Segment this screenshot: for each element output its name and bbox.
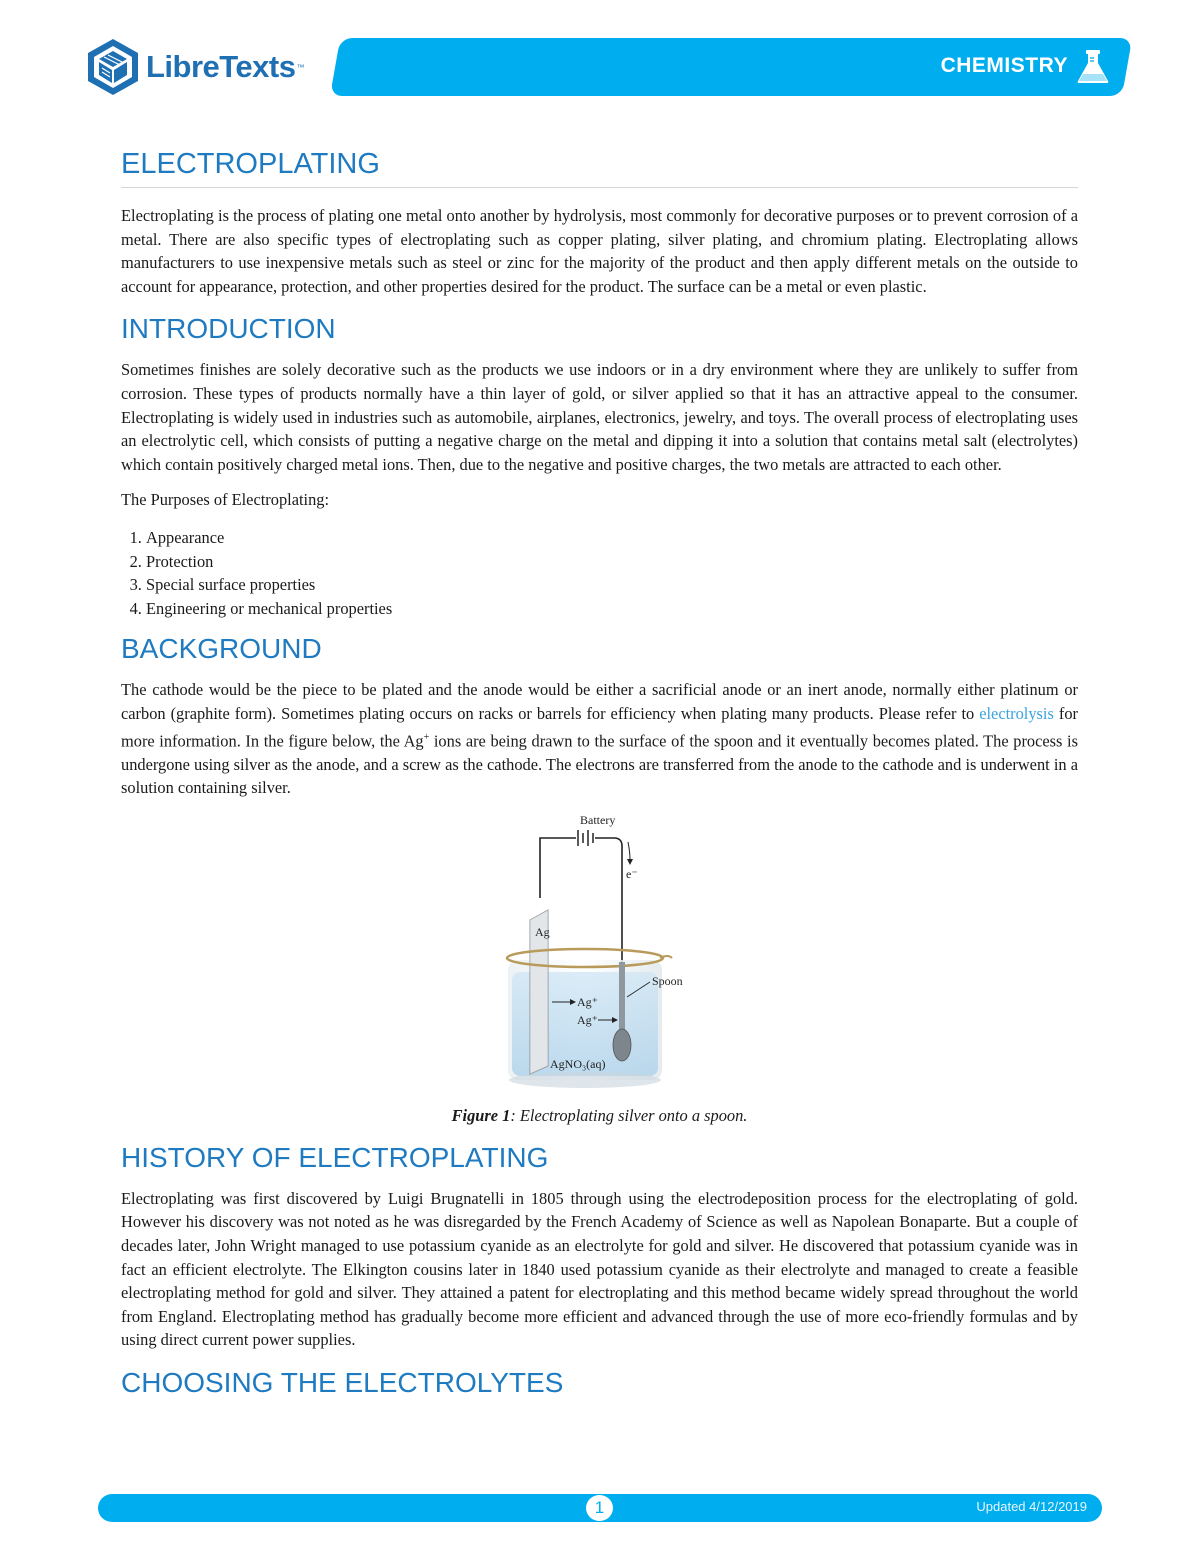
purposes-list — [121, 526, 1078, 620]
libretexts-cube-icon — [86, 37, 140, 97]
logo-trademark: ™ — [296, 62, 305, 72]
spoon-icon — [613, 1029, 631, 1061]
introduction-heading: INTRODUCTION — [121, 313, 336, 345]
ion-label-1: Ag⁺ — [576, 994, 598, 1009]
background-paragraph — [121, 678, 1078, 799]
history-heading: HISTORY OF ELECTROPLATING — [121, 1141, 549, 1173]
page-number: 1 — [586, 1495, 613, 1521]
figure-caption — [121, 1104, 1078, 1127]
history-paragraph: Electroplating was first discovered by Luigi Brugnatelli in 1805 through using the electrodeposition process for the electroplating of gold. However his discovery was not noted as he was disregarded by the French Academy of Science as well as Napolean Bonaparte. But a couple of decades later, John Wright managed to use potassium cyanide as an electrolyte for gold and silver. He discovered that potassium cyanide was in fact an efficient electrolyte. The Elkington cousins later in 1840 used potassium cyanide as their electrolyte and managed to create a feasible electroplating method for gold and silver. They attained a patent for electroplating and this method became widely spread throughout the world from England. Electroplating method has gradually become more efficient and advanced through the use of more eco-friendly formulas and by using direct current power supplies. — [121, 1188, 1078, 1350]
electroplating-diagram — [490, 812, 710, 1094]
logo-text: LibreTexts — [146, 49, 296, 84]
battery-label: Battery — [579, 812, 615, 827]
electron-label: e⁻ — [625, 866, 638, 881]
article-body — [121, 146, 1078, 1412]
list-item: 1. Appearance — [146, 526, 1078, 550]
page-title: ELECTROPLATING — [121, 146, 1078, 188]
electroplating-figure — [121, 812, 1078, 1094]
libretexts-logo[interactable] — [86, 36, 304, 98]
background-text-1: The cathode would be the piece to be plated and the anode would be either a sacrificial anode or an inert anode, normally either platinum or carbon (graphite form). Sometimes plating occurs on racks or barrels for efficiency when plating many products. Please refer to — [121, 680, 1078, 723]
spoon-label: Spoon — [651, 973, 683, 988]
ion-charge-superscript: + — [423, 731, 430, 743]
purposes-label: The Purposes of Electroplating: — [121, 490, 330, 510]
list-item: 3. Special surface properties — [146, 573, 1078, 597]
figure-caption-label: Figure 1 — [451, 1105, 511, 1125]
updated-date: Updated 4/12/2019 — [976, 1499, 1087, 1514]
solution-label: AgNO₃(aq) — [549, 1056, 605, 1071]
ion-label-2: Ag⁺ — [576, 1012, 598, 1027]
list-item: 2. Protection — [146, 550, 1078, 574]
flask-icon — [1076, 48, 1110, 84]
figure-caption-text: : Electroplating silver onto a spoon. — [510, 1105, 748, 1125]
page-header — [0, 0, 1200, 110]
background-text-2: for more information. In the figure below, the Ag — [121, 703, 1078, 750]
introduction-paragraph: Sometimes finishes are solely decorative such as the products we use indoors or in a dry environment where they are unlikely to suffer from corrosion. These types of products normally have a thin layer of gold, or silver applied so that it has an attractive appeal to the consumer. Electroplating is widely used in industries such as automobile, airplanes, electronics, jewelry, and toys. The overall process of electroplating uses an electrolytic cell, which consists of putting a negative charge on the metal and dipping it into a solution that contains metal salt (electrolytes) which contain positively charged metal ions. Then, due to the negative and positive charges, the two metals are attracted to each other. — [121, 360, 1078, 474]
background-text-3: ions are being drawn to the surface of the spoon and it eventually becomes plated. The process is undergone using silver as the anode, and a screw as the cathode. The electrons are transferred from the anode to the cathode and is underwent in a solution containing silver. — [121, 730, 1078, 798]
electrolysis-link[interactable]: electrolysis — [979, 703, 1054, 723]
background-heading: BACKGROUND — [121, 633, 322, 665]
subject-label: CHEMISTRY — [940, 54, 1068, 77]
spoon-handle — [619, 962, 625, 1032]
electrolytes-heading: CHOOSING THE ELECTROLYTES — [121, 1366, 564, 1398]
intro-paragraph: Electroplating is the process of plating one metal onto another by hydrolysis, most commonly for decorative purposes or to prevent corrosion of a metal. There are also specific types of electroplating such as copper plating, silver plating, and chromium plating. Electroplating allows manufacturers to use inexpensive metals such as steel or zinc for the majority of the product and then apply different metals on the outside to account for appearance, protection, and other properties desired for the product. The surface can be a metal or even plastic. — [121, 206, 1078, 296]
list-item: 4. Engineering or mechanical properties — [146, 597, 1078, 621]
anode-label: Ag — [534, 924, 550, 939]
